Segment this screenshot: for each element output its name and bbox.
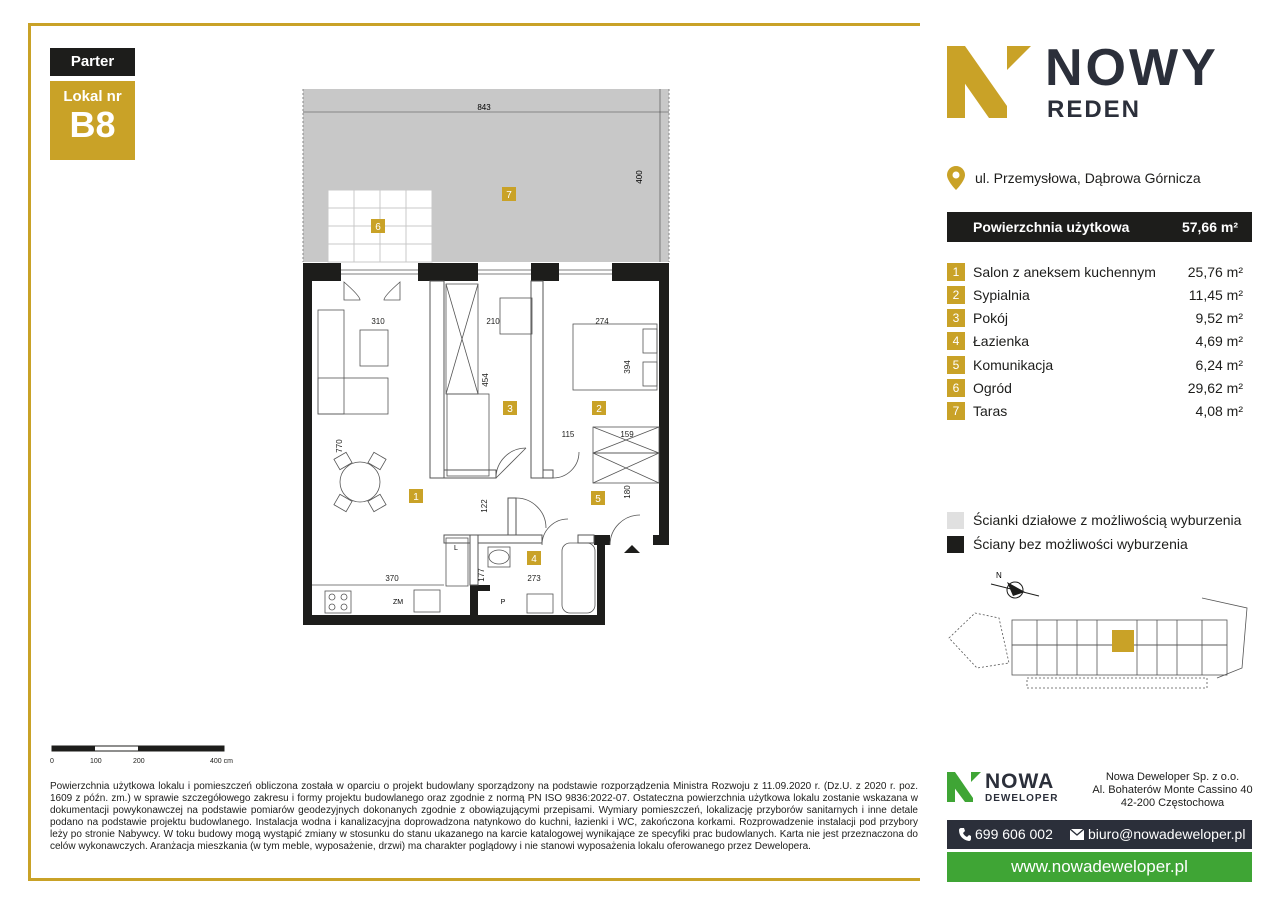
room-number: 7 (947, 402, 965, 420)
entrance-arrow (624, 545, 640, 553)
site-plan (947, 568, 1257, 693)
n-monogram-icon (947, 46, 1031, 118)
scale-tick-400: 400 cm (210, 758, 233, 765)
list-item (947, 402, 1243, 420)
usable-area-label: Powierzchnia użytkowa (973, 219, 1130, 235)
room-number: 5 (947, 356, 965, 374)
website-link[interactable]: www.nowadeweloper.pl (947, 852, 1252, 882)
bathroom-label-p: P (500, 599, 506, 606)
room-area: 9,52 m² (1195, 310, 1243, 326)
living-furniture (318, 282, 400, 512)
room-marker-4-label: 4 (531, 554, 537, 565)
room-name: Sypialnia (973, 287, 1030, 303)
room-area: 4,08 m² (1195, 403, 1243, 419)
dim-400: 400 (635, 170, 644, 184)
dim-210: 210 (486, 317, 500, 326)
usable-area-bar (947, 212, 1252, 242)
bedroom-furniture (447, 298, 657, 476)
kitchen-fridge-label: ZM (392, 599, 404, 606)
dim-122: 122 (480, 499, 489, 513)
developer-logo-line1: NOWA (985, 770, 1055, 793)
address-text: ul. Przemysłowa, Dąbrowa Górnicza (975, 170, 1201, 186)
room-number: 1 (947, 263, 965, 281)
room-area: 11,45 m² (1188, 287, 1243, 303)
room-name: Komunikacja (973, 357, 1054, 373)
room-marker-7-label: 7 (506, 190, 512, 201)
email-icon (1070, 829, 1084, 840)
list-item (947, 356, 1243, 374)
dim-273: 273 (527, 574, 541, 583)
dim-115: 115 (561, 430, 575, 439)
dim-454: 454 (481, 373, 490, 387)
developer-street: Al. Bohaterów Monte Cassino 40 (1092, 784, 1253, 796)
doors (496, 448, 640, 545)
list-item (947, 309, 1243, 327)
unit-highlight (1112, 630, 1134, 652)
disclaimer-text: Powierzchnia użytkowa lokalu i pomieszczeń obliczona została w oparciu o projekt budowlany sporządzony na podstawie rozporządzenia Ministra Rozwoju z 11.09.2020 r. (Dz.U. z 2020 r. poz. 1609 z późn. zm.) w sprawie szczegółowego zakresu i formy projektu budowlanego oraz zgodnie z normą PN ISO 9836:2022-07. Ostateczna powierzchnia użytkowa lokalu zostanie wskazana w dokumentacji powykonawczej na podstawie pomiarów geodezyjnych dokonanych zgodnie z obowiązującymi przepisami. Wymiary pomieszczeń, lokalizację przyborów sanitarnych i inne detale podano na podstawie projektu budowlanego. Instalacja wodna i kanalizacyjna doprowadzona natynkowo do kuchni, łazienki i WC, zakończona korkami. Rozprowadzenie instalacji pod przybory leży po stronie Nabywcy. W toku budowy mogą wystąpić zmiany w stosunku do stanu ukazanego na karcie katalogowej wynikające ze specyfiki prac budowlanych. Karta nie jest przeznaczona do celów wykonawczych. Aranżacja mieszkania (w tym meble, wyposażenie, drzwi) ma charakter poglądowy i nie stanowi wyposażenia lokalu oferowanego przez Dewelopera. (50, 781, 918, 852)
room-marker-3-label: 3 (507, 404, 513, 415)
room-marker-1-label: 1 (413, 492, 419, 503)
legend-dark-text: Ściany bez możliwości wyburzenia (973, 536, 1188, 552)
brand-line2: REDEN (1047, 96, 1142, 123)
room-name: Salon z aneksem kuchennym (973, 264, 1156, 280)
legend-swatch-light (947, 512, 964, 529)
legend-swatch-dark (947, 536, 964, 553)
dim-843: 843 (477, 103, 491, 112)
room-name: Ogród (973, 380, 1012, 396)
room-marker-5-label: 5 (595, 494, 601, 505)
location-pin-icon (947, 166, 965, 190)
floor-label: Parter (70, 53, 115, 70)
room-name: Pokój (973, 310, 1009, 326)
nowa-deweloper-logo-icon (947, 772, 981, 802)
room-area: 6,24 m² (1195, 357, 1243, 373)
list-item (947, 263, 1243, 281)
developer-logo-line2: DEWELOPER (985, 793, 1059, 804)
dim-310: 310 (371, 317, 385, 326)
dim-394: 394 (623, 360, 632, 374)
phone-icon (959, 828, 971, 841)
contact-bar (947, 820, 1252, 849)
dim-370: 370 (385, 574, 399, 583)
room-marker-6-label: 6 (375, 222, 381, 233)
dim-180: 180 (623, 485, 632, 499)
scale-tick-200: 200 (133, 758, 145, 765)
room-number: 6 (947, 379, 965, 397)
brand-line1: NOWY (1045, 39, 1219, 97)
room-name: Łazienka (973, 333, 1030, 349)
room-area: 29,62 m² (1187, 380, 1243, 396)
list-item (947, 286, 1243, 304)
developer-company: Nowa Deweloper Sp. z o.o. (1105, 771, 1240, 783)
dim-770: 770 (335, 439, 344, 453)
scale-tick-0: 0 (50, 758, 54, 765)
room-marker-2-label: 2 (596, 404, 602, 415)
unit-number: B8 (69, 104, 116, 145)
list-item (947, 332, 1243, 350)
usable-area-value: 57,66 m² (1181, 219, 1238, 235)
email-address[interactable]: biuro@nowadeweloper.pl (1088, 826, 1246, 842)
legend-light-text: Ścianki działowe z możliwością wyburzenia (973, 512, 1242, 528)
developer-city: 42-200 Częstochowa (1120, 797, 1225, 809)
phone-number[interactable]: 699 606 002 (975, 826, 1053, 842)
room-number: 4 (947, 332, 965, 350)
kitchen-cabinet-label: L (454, 545, 458, 552)
wardrobes (446, 284, 659, 483)
unit-label: Lokal nr (63, 88, 122, 105)
scale-tick-100: 100 (90, 758, 102, 765)
room-area: 25,76 m² (1187, 264, 1243, 280)
dim-177: 177 (477, 568, 486, 582)
compass-icon (991, 582, 1039, 598)
room-name: Taras (973, 403, 1008, 419)
dim-274: 274 (595, 317, 609, 326)
north-label: N (996, 571, 1002, 580)
room-number: 2 (947, 286, 965, 304)
room-area: 4,69 m² (1195, 333, 1243, 349)
scale-bar (52, 746, 224, 751)
dim-159: 159 (620, 430, 634, 439)
bottom-border-line (28, 878, 920, 881)
list-item (947, 379, 1243, 397)
room-number: 3 (947, 309, 965, 327)
